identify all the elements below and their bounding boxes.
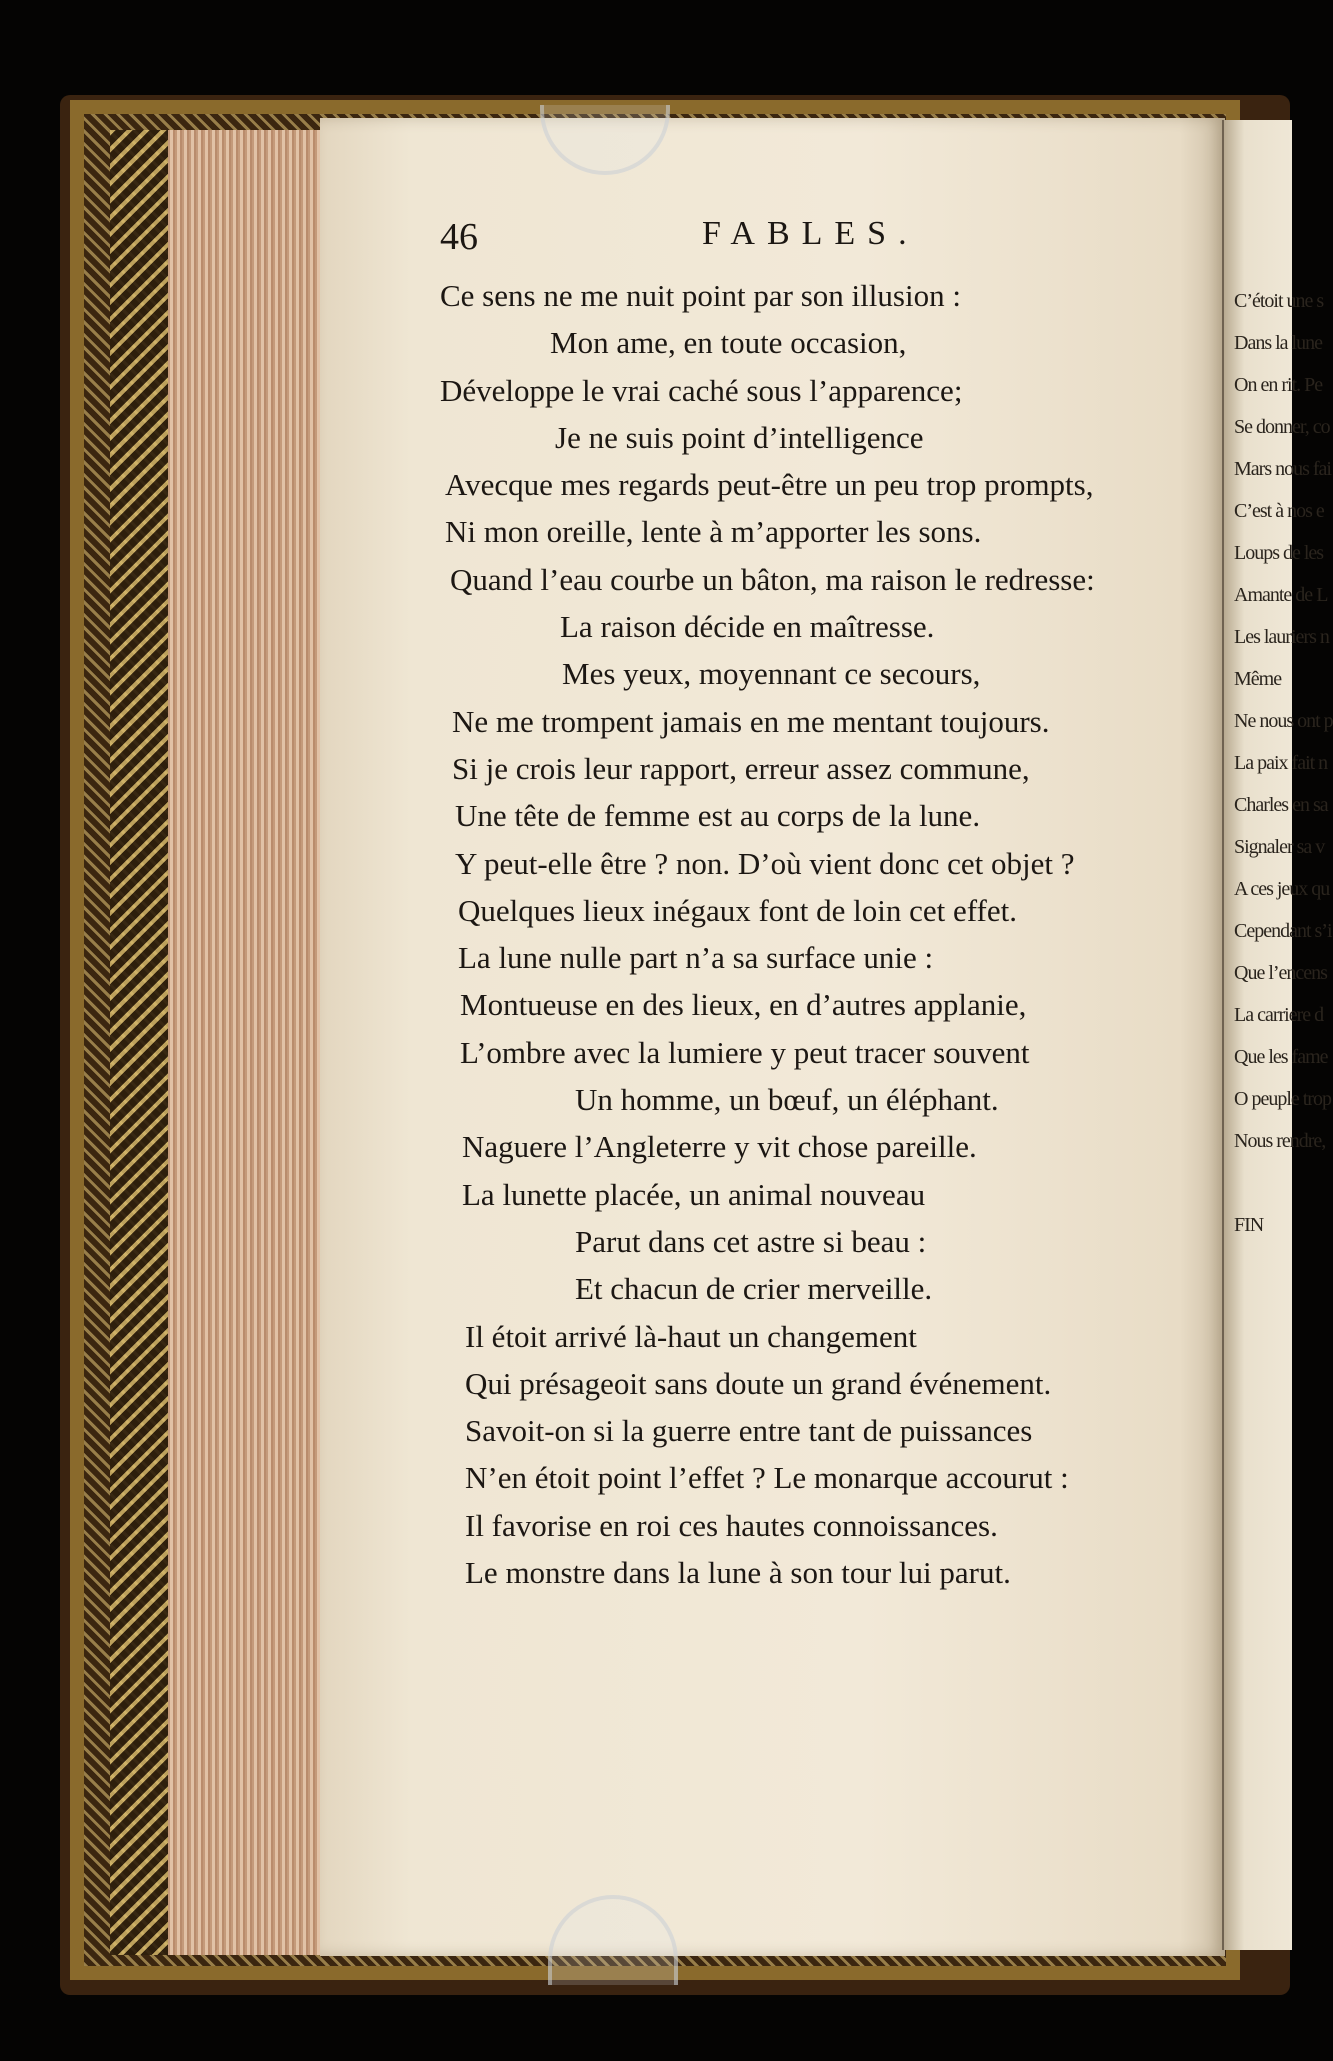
page-number: 46 [440, 216, 478, 258]
facing-page-fragment: Les lauriers n [1234, 626, 1329, 648]
poem-line: Naguere l’Angleterre y vit chose pareille. [462, 1129, 977, 1165]
poem-line: Et chacun de crier merveille. [575, 1271, 933, 1307]
facing-page-fragment: Mars nous fai [1234, 458, 1331, 480]
facing-page-fragment: Loups de les [1234, 542, 1324, 564]
poem-line: L’ombre avec la lumiere y peut tracer souvent [460, 1034, 1030, 1070]
poem-line: Développe le vrai caché sous l’apparence; [440, 372, 963, 408]
poem-line: Il étoit arrivé là-haut un changement [465, 1318, 917, 1354]
page-header [440, 215, 1200, 265]
facing-page-fragment: Dans la lune [1234, 332, 1322, 354]
poem-line: Un homme, un bœuf, un éléphant. [575, 1082, 999, 1118]
facing-page-fragment: Que les fame [1234, 1046, 1328, 1068]
facing-page-fragment: La paix fait n [1234, 752, 1328, 774]
poem-line: Le monstre dans la lune à son tour lui parut. [465, 1555, 1011, 1591]
facing-page-fragment: C’est à nos e [1234, 500, 1324, 522]
facing-page-fragment: Signaler sa v [1234, 836, 1325, 858]
facing-page-fragment: Amante de L [1234, 584, 1328, 606]
facing-page-fragment: Même [1234, 668, 1282, 690]
poem-line: Ne me trompent jamais en me mentant toujours. [452, 703, 1050, 739]
facing-page-fragment: Charles en sa [1234, 794, 1328, 816]
poem-line: Ni mon oreille, lente à m’apporter les sons. [445, 514, 982, 550]
facing-page-fragment: O peuple trop [1234, 1088, 1331, 1110]
facing-page-fragment: La carriere d [1234, 1004, 1324, 1026]
poem-line: Mon ame, en toute occasion, [550, 325, 907, 361]
gilt-leaf-edge [110, 130, 168, 1955]
facing-page-fragment: Nous rendre, [1234, 1130, 1326, 1152]
poem-line: N’en étoit point l’effet ? Le monarque accourut : [465, 1460, 1069, 1496]
poem-line: Montueuse en des lieux, en d’autres applanie, [460, 987, 1027, 1023]
poem-line: Mes yeux, moyennant ce secours, [562, 656, 981, 692]
poem-line: Quand l’eau courbe un bâton, ma raison le redresse: [450, 561, 1095, 597]
poem-line: Y peut-elle être ? non. D’où vient donc cet objet ? [455, 845, 1075, 881]
facing-page-fragment: FIN [1234, 1214, 1264, 1236]
facing-page-edge [1222, 120, 1333, 1950]
poem-line: Une tête de femme est au corps de la lune. [455, 798, 981, 834]
poem-line: La lune nulle part n’a sa surface unie : [458, 940, 934, 976]
facing-page-fragment: Que l’encens [1234, 962, 1327, 984]
facing-page-fragment: Ne nous ont p [1234, 710, 1333, 732]
poem-line: Quelques lieux inégaux font de loin cet effet. [458, 892, 1017, 928]
poem-line: Savoit-on si la guerre entre tant de puissances [465, 1413, 1033, 1449]
poem-line: La raison décide en maîtresse. [560, 609, 935, 645]
facing-page-fragment: On en rit. Pe [1234, 374, 1323, 396]
facing-page-fragment: A ces jeux qu [1234, 878, 1330, 900]
poem-line: Avecque mes regards peut-être un peu trop prompts, [445, 467, 1094, 503]
poem-text [440, 272, 1220, 1596]
poem-line: Si je crois leur rapport, erreur assez commune, [452, 750, 1030, 786]
page-stack-edge [168, 130, 322, 1955]
poem-line: Qui présageoit sans doute un grand événement. [465, 1365, 1052, 1401]
facing-page-fragment: Cependant s’i [1234, 920, 1332, 942]
poem-line: La lunette placée, un animal nouveau [462, 1176, 926, 1212]
facing-page-fragment: Se donner, co [1234, 416, 1330, 438]
poem-line: Ce sens ne me nuit point par son illusion : [440, 278, 961, 313]
poem-line: Il favorise en roi ces hautes connoissances. [465, 1507, 998, 1543]
poem-line: Parut dans cet astre si beau : [575, 1223, 927, 1259]
running-title: FABLES. [702, 215, 919, 252]
facing-page-fragment: C’étoit une s [1234, 290, 1324, 312]
poem-line: Je ne suis point d’intelligence [555, 419, 924, 455]
